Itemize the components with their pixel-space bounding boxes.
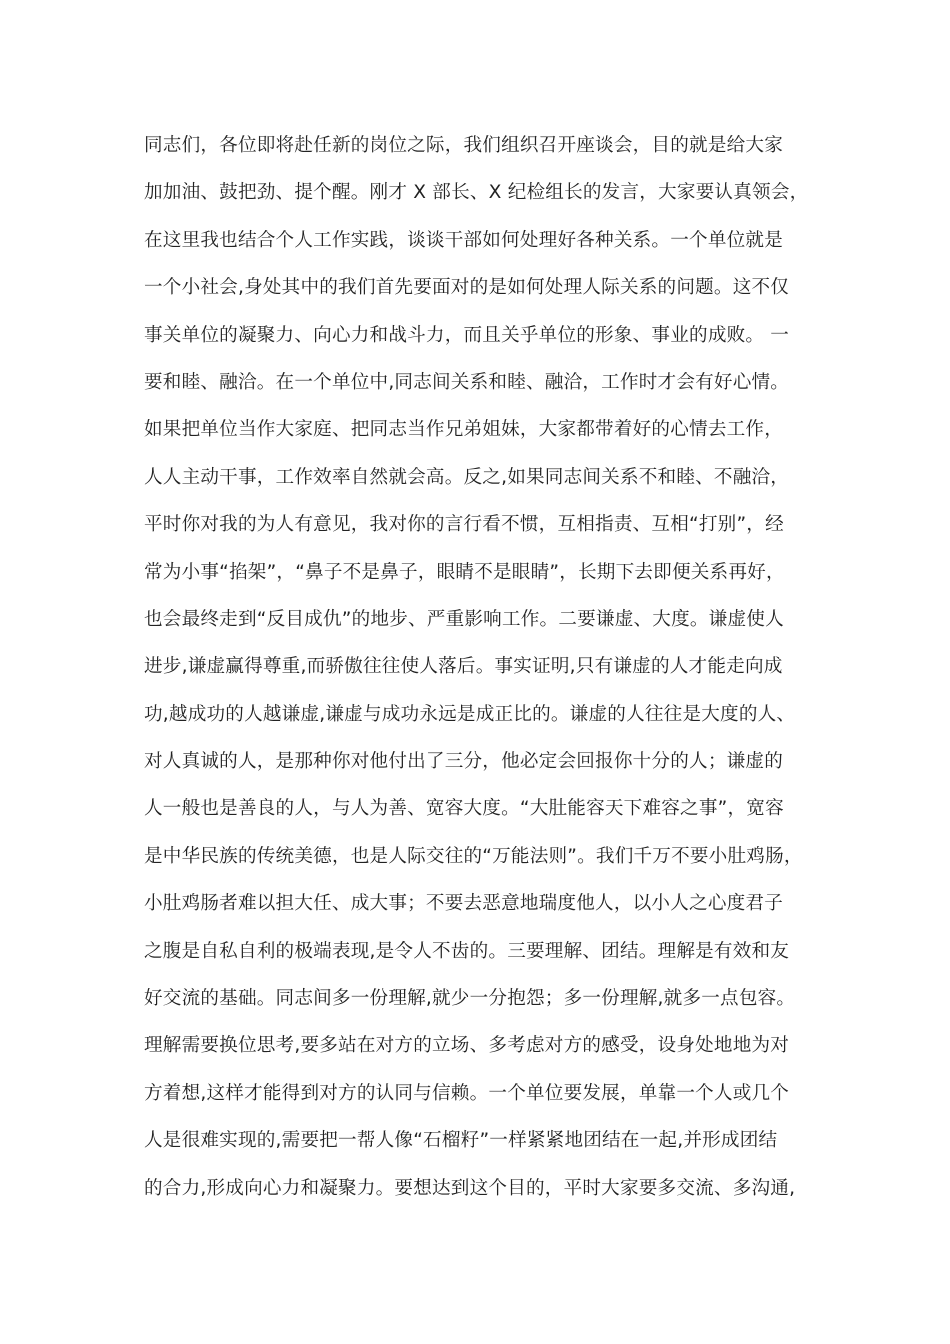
text-line-15: 人一般也是善良的人，与人为善、宽容大度。“大肚能容天下难容之事”，宽容 [144,798,784,820]
body-text [144,126,834,1216]
text-line-14: 对人真诚的人，是那种你对他付出了三分，他必定会回报你十分的人；谦虚的 [144,751,783,773]
text-line-23: 的合力,形成向心力和凝聚力。要想达到这个目的，平时大家要多交流、多沟通, [144,1177,796,1199]
text-line-4: 一个小社会,身处其中的我们首先要面对的是如何处理人际关系的问题。这不仅 [144,277,790,299]
text-line-11: 也会最终走到“反目成仇”的地步、严重影响工作。二要谦虚、大度。谦虚使人 [144,608,784,630]
text-line-6: 要和睦、融洽。在一个单位中,同志间关系和睦、融洽，工作时才会有好心情。 [144,371,790,393]
text-line-9: 平时你对我的为人有意见，我对你的言行看不惯，互相指责、互相“打别”，经 [144,514,784,536]
text-line-12: 进步,谦虚赢得尊重,而骄傲往往使人落后。事实证明,只有谦虚的人才能走向成 [144,656,783,678]
text-line-19: 好交流的基础。同志间多一份理解,就少一分抱怨；多一份理解,就多一点包容。 [144,988,796,1010]
text-line-5: 事关单位的凝聚力、向心力和战斗力，而且关乎单位的形象、事业的成败。 一 [144,324,790,346]
text-line-20: 理解需要换位思考,要多站在对方的立场、多考虑对方的感受，设身处地地为对 [144,1035,790,1057]
text-line-21: 方着想,这样才能得到对方的认同与信赖。一个单位要发展，单靠一个人或几个 [144,1082,790,1104]
text-line-10: 常为小事“掐架”，“鼻子不是鼻子，眼睛不是眼睛”，长期下去即便关系再好， [144,561,785,583]
text-line-7: 如果把单位当作大家庭、把同志当作兄弟姐妹，大家都带着好的心情去工作， [144,419,783,441]
text-line-22: 人是很难实现的,需要把一帮人像“石榴籽”一样紧紧地团结在一起,并形成团结 [144,1130,778,1152]
text-line-18: 之腹是自私自利的极端表现,是令人不齿的。三要理解、团结。理解是有效和友 [144,940,790,962]
text-line-2: 加加油、鼓把劲、提个醒。刚才 X 部长、X 纪检组长的发言，大家要认真领会， [144,182,809,204]
text-line-17: 小肚鸡肠者难以担大任、成大事；不要去恶意地瑞度他人，以小人之心度君子 [144,893,783,915]
text-line-8: 人人主动干事，工作效率自然就会高。反之,如果同志间关系不和睦、不融洽， [144,466,790,488]
text-line-13: 功,越成功的人越谦虚,谦虚与成功永远是成正比的。谦虚的人往往是大度的人、 [144,703,796,725]
text-line-16: 是中华民族的传统美德，也是人际交往的“万能法则”。我们千万不要小肚鸡肠， [144,845,803,867]
text-line-3: 在这里我也结合个人工作实践，谈谈干部如何处理好各种关系。一个单位就是 [144,229,783,251]
text-line-1: 同志们，各位即将赴任新的岗位之际，我们组织召开座谈会，目的就是给大家 [144,135,783,156]
